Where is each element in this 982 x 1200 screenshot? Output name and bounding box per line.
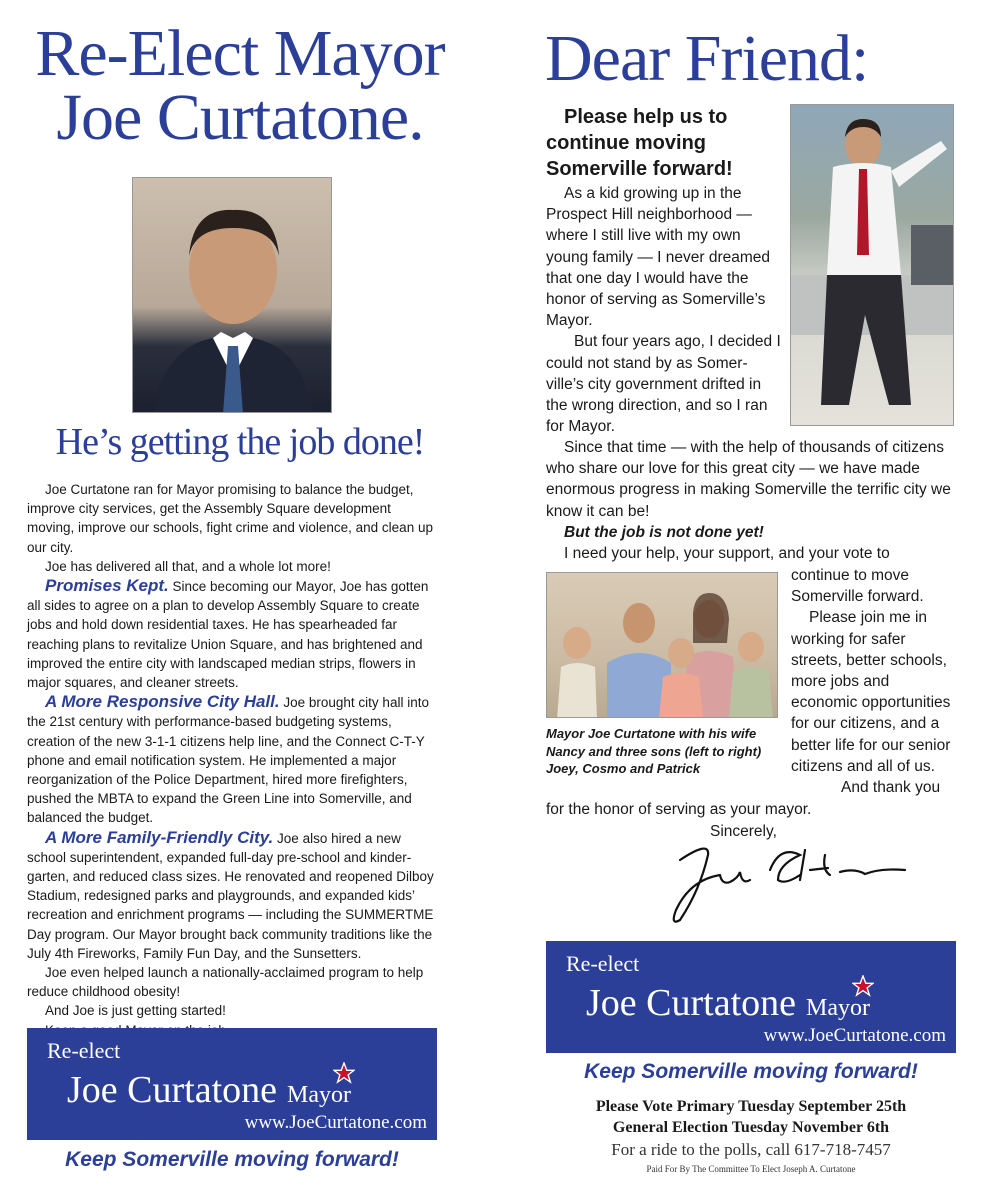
banner-url-right: www.JoeCurtatone.com [763, 1025, 946, 1046]
family-photo [546, 572, 778, 718]
banner-name-text: Joe Curtatone [67, 1069, 278, 1111]
right-paragraph-4: But the job is not done yet! [564, 523, 764, 541]
section-title-promises: Promises Kept. [45, 576, 169, 596]
banner-office: Mayor [287, 1082, 351, 1108]
star-icon [333, 1062, 355, 1084]
outro-paragraph-1: Joe even helped launch a nationally-acclaimed program to help reduce childhood obesity! [27, 965, 424, 1000]
banner-office-right: Mayor [806, 995, 870, 1021]
paid-for-notice: Paid For By The Committee To Elect Joseph A. Curtatone [646, 1164, 856, 1174]
left-body [27, 480, 437, 1040]
section-text-family: Joe also hired a new school superintendent, expanded full-day pre-school and kinder-garten, and reduced class sizes. He renovated and reopened Dilboy Stadium, redesigned parks and playgrounds, and expanded kids’ recreation and enrichment programs — including the SUMMERTME Day program. Our Mayor brought back community traditions like the July 4th Fireworks, Family Fun Day, and the Sunsetters. [27, 830, 434, 961]
section-family [27, 828, 437, 963]
left-subhead: He’s getting the job done! [55, 421, 425, 463]
right-paragraph-2: But four years ago, I decided I could not stand by as Somer-ville’s city government drifted in the wrong direction, and so I ran for Mayor. [546, 333, 781, 436]
vote-dates [546, 1096, 956, 1138]
outro-paragraph-2: And Joe is just getting started! [45, 1003, 226, 1019]
left-headline [30, 17, 450, 154]
right-paragraph-1: As a kid growing up in the Prospect Hill neighborhood — where I still live with my own young family — I never dreamed that one day I would have the honor of serving as Somerville’s Mayor. [546, 185, 770, 330]
right-paragraph-7a: And thank you [841, 779, 941, 797]
banner-name-text-right: Joe Curtatone [586, 982, 797, 1024]
section-promises [27, 576, 437, 692]
headline-line1: Re-Elect Mayor [35, 17, 445, 90]
right-headline: Dear Friend: [545, 22, 869, 95]
signature-graphic [650, 830, 920, 930]
right-paragraph-5b: continue to move Somerville forward. [791, 567, 924, 606]
section-text-city-hall: Joe brought city hall into the 21st century with performance-based budgeting systems, creation of the new 3-1-1 citizens help line, and the Connect C-T-Y phone and email notification system. He implemented a major reorganization of the Police Department, hired more firefighters, pushed the MBTA to expand the Green Line into Somerville, and balanced the budget. [27, 695, 429, 826]
slogan-right: Keep Somerville moving forward! [584, 1060, 918, 1083]
banner-name [67, 1068, 351, 1112]
banner-name-right [586, 981, 870, 1025]
banner-reelect-right: Re-elect [566, 951, 640, 976]
intro-paragraph-2: Joe has delivered all that, and a whole lot more! [45, 558, 331, 574]
banner-url: www.JoeCurtatone.com [244, 1112, 427, 1133]
star-icon [852, 975, 874, 997]
section-title-family: A More Family-Friendly City. [45, 827, 274, 847]
headline-line2: Joe Curtatone. [56, 81, 424, 154]
right-paragraph-5a: I need your help, your support, and your vote to [564, 545, 890, 563]
reelect-banner-left [27, 1028, 437, 1140]
closing: Sincerely, [710, 823, 777, 840]
family-caption: Mayor Joe Curtatone with his wife Nancy and three sons (left to right) Joey, Cosmo and Patrick [546, 726, 762, 776]
slogan-left: Keep Somerville moving forward! [65, 1148, 399, 1171]
ride-info: For a ride to the polls, call 617-718-7457 [611, 1140, 891, 1159]
mayor-walking-photo [790, 104, 954, 426]
right-body-side [791, 565, 959, 798]
right-paragraph-7b: for the honor of serving as your mayor. [546, 801, 812, 818]
section-text-promises: Since becoming our Mayor, Joe has gotten all sides to agree on a plan to develop Assembly Square to create jobs and hold down residential taxes. He has spearheaded far reaching plans to revitalize Union Square, and has brightened and improved the entire city with landscaped median strips, flowers in major squares, and cleaner streets. [27, 579, 429, 691]
banner-reelect: Re-elect [47, 1038, 121, 1063]
right-body-mid [546, 437, 956, 564]
right-body-top [546, 183, 784, 437]
right-paragraph-3: Since that time — with the help of thousands of citizens who share our love for this great city — we have made enormous progress in making Somerville the terrific city we know it can be! [546, 439, 951, 520]
mayor-portrait [132, 177, 332, 413]
right-lead: Please help us to continue moving Somerville forward! [546, 106, 733, 180]
vote-primary: Please Vote Primary Tuesday September 25th [595, 1098, 907, 1115]
intro-paragraph: Joe Curtatone ran for Mayor promising to balance the budget, improve city services, get the Assembly Square development moving, improve our schools, fight crime and violence, and clean up our city. [27, 482, 433, 555]
reelect-banner-right [546, 941, 956, 1053]
right-paragraph-6: Please join me in working for safer streets, better schools, more jobs and economic opportunities for our citizens, and a better life for our senior citizens and all of us. [791, 609, 951, 775]
section-city-hall [27, 692, 437, 827]
vote-general: General Election Tuesday November 6th [612, 1119, 890, 1136]
section-title-city-hall: A More Responsive City Hall. [45, 692, 280, 712]
